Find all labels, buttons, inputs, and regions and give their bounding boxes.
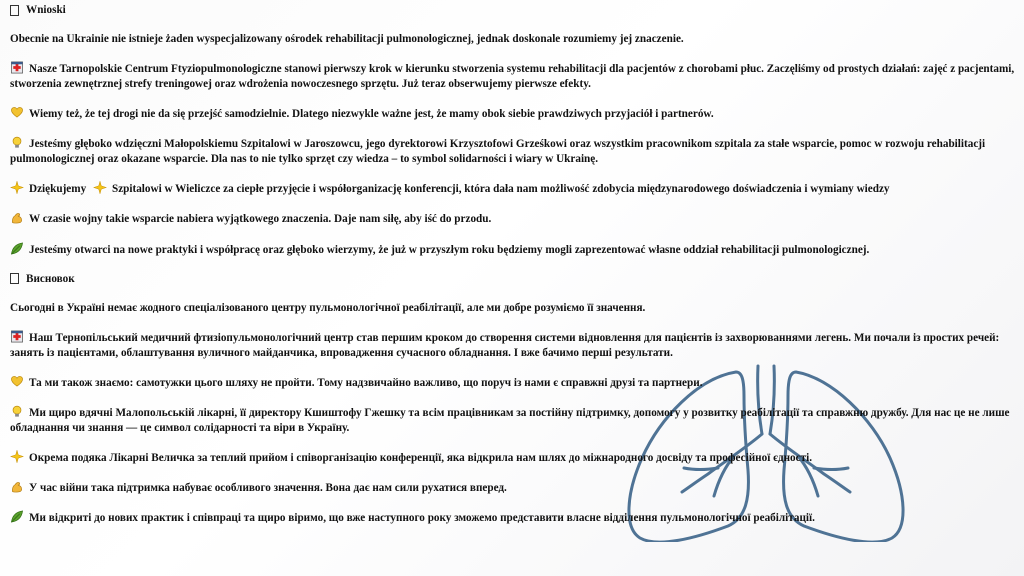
sparkle-star-icon	[10, 181, 24, 194]
leaf-icon	[10, 510, 24, 523]
paragraph-uk-5	[10, 450, 1018, 466]
paragraph-uk-1-text: Сьогодні в Україні немає жодного спеціалізованого центру пульмонологічної реабілітації, але ми добре розуміємо її значення.	[10, 301, 646, 314]
paragraph-uk-4	[10, 405, 1018, 435]
heading-pl-text: Wnioski	[26, 4, 66, 16]
flexed-arm-icon	[10, 480, 24, 493]
paragraph-uk-3	[10, 375, 1018, 391]
sparkle-star-icon	[10, 450, 24, 463]
paragraph-uk-2	[10, 330, 1018, 360]
yellow-heart-icon	[10, 375, 24, 388]
paragraph-pl-3	[10, 106, 1018, 122]
paragraph-pl-7	[10, 242, 1018, 258]
sparkle-star-icon	[93, 181, 107, 194]
yellow-heart-icon	[10, 106, 24, 119]
heading-uk	[10, 272, 1018, 287]
hospital-icon	[10, 61, 24, 74]
paragraph-pl-4	[10, 136, 1018, 166]
paragraph-pl-5-lead: Dziękujemy	[29, 183, 87, 196]
paragraph-uk-3-text: Та ми також знаємо: самотужки цього шляху не пройти. Тому надзвичайно важливо, що поруч із нами є справжні друзі та партнери.	[29, 376, 703, 389]
paragraph-pl-5-text: Szpitalowi w Wieliczce za ciepłe przyjęcie i współorganizację konferencji, która dała nam możliwość zdobycia międzynarodowego doświadczenia i wymiany wiedzy	[111, 183, 890, 196]
light-bulb-icon	[10, 405, 24, 418]
paragraph-uk-2-text: Наш Тернопільський медичний фтизіопульмонологічний центр став першим кроком до створення системи відновлення для пацієнтів із захворюваннями легень. Ми почали із простих речей: занять із пацієнтами, облаштування вуличного майданчика, впровадження сучасного обладнання. І вже бачимо перші результати.	[10, 332, 1000, 359]
paragraph-pl-5	[10, 181, 1018, 197]
paragraph-uk-7	[10, 510, 1018, 526]
leaf-icon	[10, 242, 24, 255]
paragraph-pl-2	[10, 61, 1018, 91]
paragraph-pl-3-text: Wiemy też, że tej drogi nie da się przejść samodzielnie. Dlatego niezwykle ważne jest, że mamy obok siebie prawdziwych przyjaciół i partnerów.	[29, 108, 714, 121]
heading-pl	[10, 3, 1018, 18]
hospital-icon	[10, 330, 24, 343]
paragraph-pl-7-text: Jesteśmy otwarci na nowe praktyki i współpracę oraz głęboko wierzymy, że już w przyszłym roku będziemy mogli zaprezentować własne oddział rehabilitacji pulmonologicznej.	[29, 243, 870, 256]
paragraph-uk-6-text: У час війни така підтримка набуває особливого значення. Вона дає нам сили рухатися вперед.	[29, 482, 507, 494]
paragraph-pl-1	[10, 32, 1018, 47]
heading-uk-text: Висновок	[26, 272, 75, 285]
paragraph-uk-6	[10, 480, 1018, 496]
missing-glyph-icon	[10, 5, 19, 16]
paragraph-uk-4-text: Ми щиро вдячні Малопольській лікарні, її директору Кшиштофу Гжешку та всім працівникам за постійну підтримку, допомогу у розвитку реабілітації та справжню дружбу. Для нас це не лише обладнання чи знання — це символ солідарності та віри в Україну.	[10, 407, 1010, 434]
light-bulb-icon	[10, 136, 24, 149]
paragraph-pl-6	[10, 211, 1018, 227]
paragraph-uk-7-text: Ми відкриті до нових практик і співпраці та щиро віримо, що вже наступного року зможемо представити власне відділення пульмонологічної реабілітації.	[29, 512, 815, 525]
flexed-arm-icon	[10, 211, 24, 224]
paragraph-pl-6-text: W czasie wojny takie wsparcie nabiera wyjątkowego znaczenia. Daje nam siłę, aby iść do przodu.	[29, 213, 492, 226]
conclusions-text	[10, 3, 1018, 540]
paragraph-pl-4-text: Jesteśmy głęboko wdzięczni Małopolskiemu Szpitalowi w Jaroszowcu, jego dyrektorowi Krzysztofowi Grześkowi oraz wszystkim pracownikom szpitala za stałe wsparcie, pomoc w rozwoju rehabilitacji pulmonologicznej oraz okazane wsparcie. Dla nas to nie tylko sprzęt czy wiedza – to symbol solidarności i wiary w Ukrainę.	[10, 138, 986, 165]
paragraph-pl-1-text: Obecnie na Ukrainie nie istnieje żaden wyspecjalizowany ośrodek rehabilitacji pulmonologicznej, jednak doskonale rozumiemy jej znaczenie.	[10, 33, 684, 46]
paragraph-uk-1	[10, 301, 1018, 316]
missing-glyph-icon	[10, 273, 19, 284]
paragraph-pl-2-text: Nasze Tarnopolskie Centrum Ftyziopulmonologiczne stanowi pierwszy krok w kierunku stworzenia systemu rehabilitacji dla pacjentów z chorobami płuc. Zaczęliśmy od prostych działań: zajęć z pacjentami, stworzenia zewnętrznej strefy treningowej oraz wdrożenia nowoczesnego sprzętu. Już teraz obserwujemy pierwsze efekty.	[10, 63, 1015, 90]
paragraph-uk-5-text: Окрема подяка Лікарні Величка за теплий прийом і співорганізацію конференції, яка відкрила нам шлях до міжнародного досвіду та професійної єдності.	[29, 451, 813, 464]
